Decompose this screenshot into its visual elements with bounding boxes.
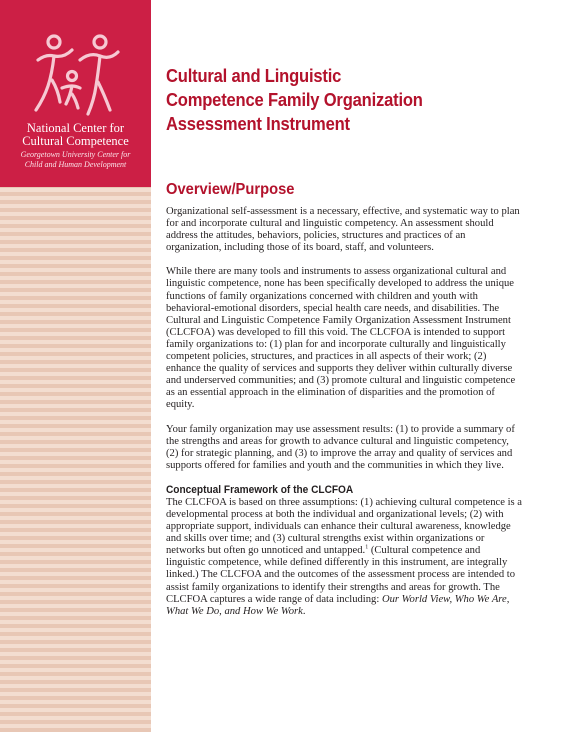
framework-text-end: . (302, 605, 306, 617)
title-line3: Assessment Instrument (166, 114, 350, 134)
framework-italic: Our World View, Who We Are, What We Do, and How We Work (166, 593, 510, 617)
family-figures-icon (28, 30, 124, 120)
document-title (166, 64, 497, 136)
framework-text-a: The CLCFOA is based on three assumptions: (1) achieving cultural competence is a developmental process at both the individual and organizational levels; (2) with appropriate support, individuals can enhance their cultural awareness, knowledge and skills over time; and (3) cultural strengths exist within organizations or networks but often go unnoticed and untapped. (166, 496, 522, 557)
sidebar-brand-panel (0, 0, 151, 187)
framework-paragraph (166, 497, 522, 618)
footnote-marker: 1 (365, 544, 369, 551)
subheading: Conceptual Framework of the CLCFOA (166, 483, 354, 496)
org-name (8, 122, 143, 148)
org-name-line1: National Center for (26, 121, 125, 135)
paragraph-1: Organizational self-assessment is a necessary, effective, and systematic way to plan for and incorporate cultural and linguistic competency. An assessment should address the attitudes, behaviors, policies, structures and practices of an organization, including those of its board, staff, and volunteers. (166, 206, 520, 254)
body-text (166, 206, 522, 618)
paragraph-3: Your family organization may use assessment results: (1) to provide a summary of the strengths and areas for growth to advance cultural and linguistic competency, (2) for strategic planning, and (3) to improve the array and quality of services and supports offered for families and youth and the communities in which they live. (166, 423, 515, 471)
org-affiliation-line2: Child and Human Development (24, 160, 127, 169)
section-title: Overview/Purpose (166, 181, 295, 198)
title-line1: Cultural and Linguistic (166, 66, 342, 86)
org-name-line2: Cultural Competence (22, 134, 129, 148)
org-affiliation (8, 150, 143, 170)
org-affiliation-line1: Georgetown University Center for (20, 150, 131, 159)
framework-text-b: (Cultural competence and linguistic competence, while defined differently in this instrument, are integrally linked.) The CLCFOA and the outcomes of the assessment process are intended to assist family organizations to identify their strengths and areas for growth. The CLCFOA captures a wide range of data including: (166, 545, 516, 605)
title-line2: Competence Family Organization (166, 90, 423, 110)
paragraph-2: While there are many tools and instruments to assess organizational cultural and linguistic competence, none has been specifically developed to address the unique functions of family organizations concerned with children and youth with behavioral-emotional disorders, special health care needs, and disabilities. The Cultural and Linguistic Competence Family Organization Assessment Instrument (CLCFOA) was developed to fill this void. The CLCFOA is intended to support family organizations to: (1) plan for and incorporate culturally and linguistically competent policies, structures, and practices in all aspects of their work; (2) enhance the quality of services and supports they deliver within culturally diverse and underserved communities; and (3) promote cultural and linguistic competence as an essential approach in the elimination of disparities and the promotion of equity. (166, 266, 516, 411)
